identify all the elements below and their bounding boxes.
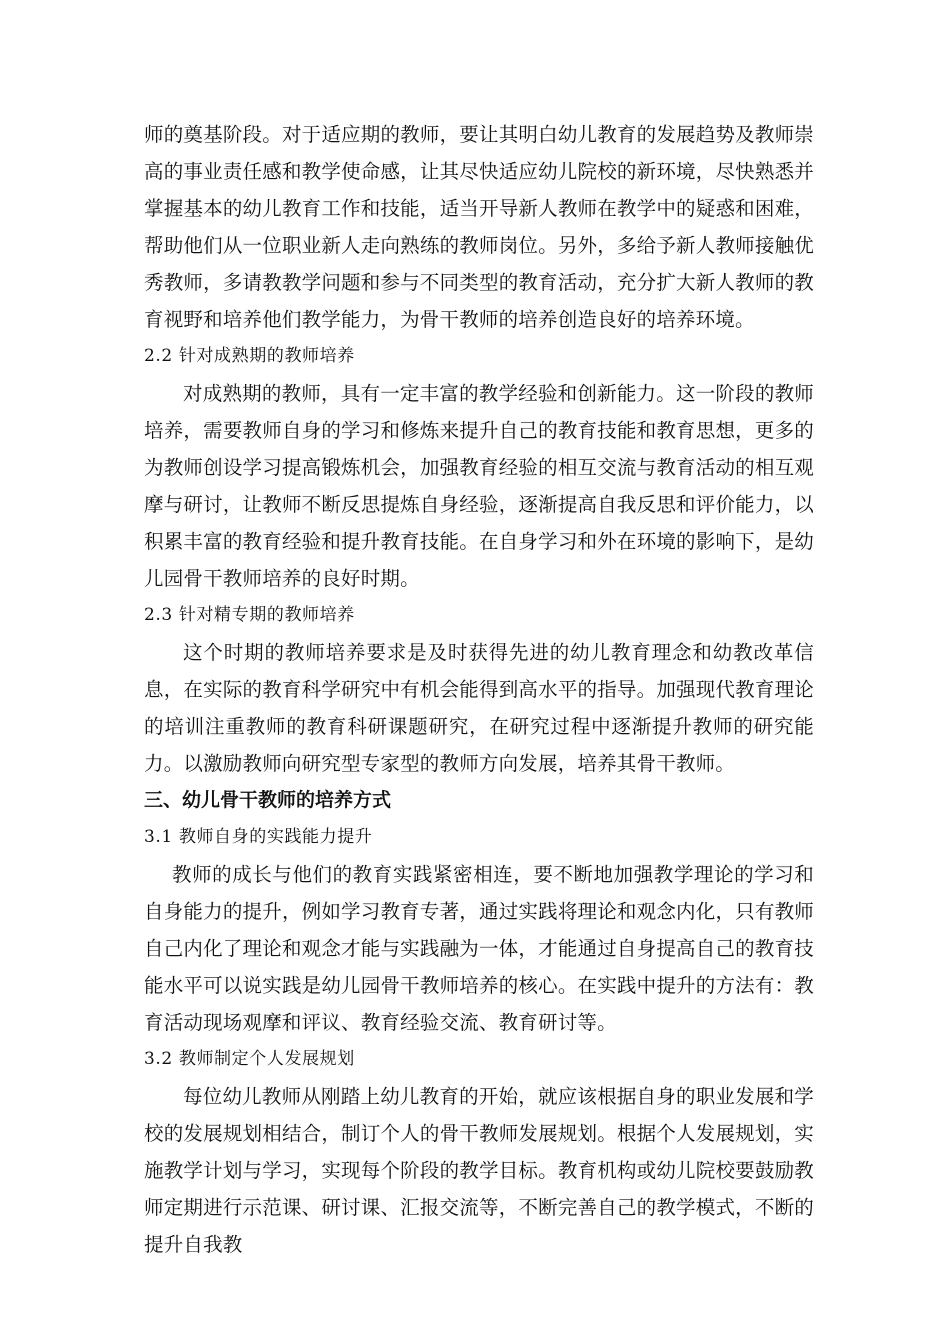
section-2-3-paragraph: 这个时期的教师培养要求是及时获得先进的幼儿教育理念和幼教改革信息，在实际的教育科学研究中有机会能得到高水平的指导。加强现代教育理论的培训注重教师的教育科研课题研究，在研究过程中逐渐提升教师的研究能力。以激励教师向研究型专家型的教师方向发展，培养其骨干教师。 (144, 641, 814, 775)
section-3-2-heading: 3.2 教师制定个人发展规划 (144, 1049, 355, 1069)
section-3-1-paragraph: 教师的成长与他们的教育实践紧密相连，要不断地加强教学理论的学习和自身能力的提升，例如学习教育专著，通过实践将理论和观念内化，只有教师自己内化了理论和观念才能与实践融为一体，才能通过自身提高自己的教育技能水平可以说实践是幼儿园骨干教师培养的核心。在实践中提升的方法有：教育活动现场观摩和评议、教育经验交流、教育研讨等。 (144, 863, 814, 1034)
document-body (144, 116, 814, 1263)
section-3-2-paragraph: 每位幼儿教师从刚踏上幼儿教育的开始，就应该根据自身的职业发展和学校的发展规划相结合，制订个人的骨干教师发展规划。根据个人发展规划，实施教学计划与学习，实现每个阶段的教学目标。教育机构或幼儿院校要鼓励教师定期进行示范课、研讨课、汇报交流等，不断完善自己的教学模式，不断的提升自我教 (144, 1085, 814, 1256)
section-2-2-paragraph: 对成熟期的教师，具有一定丰富的教学经验和创新能力。这一阶段的教师培养，需要教师自身的学习和修炼来提升自己的教育技能和教育思想，更多的为教师创设学习提高锻炼机会，加强教育经验的相互交流与教育活动的相互观摩与研讨，让教师不断反思提炼自身经验，逐渐提高自我反思和评价能力，以积累丰富的教育经验和提升教育技能。在自身学习和外在环境的影响下，是幼儿园骨干教师培养的良好时期。 (144, 382, 814, 590)
section-2-3-heading: 2.3 针对精专期的教师培养 (144, 605, 355, 625)
section-3-1-heading: 3.1 教师自身的实践能力提升 (144, 827, 373, 847)
chapter-3-heading: 三、幼儿骨干教师的培养方式 (144, 789, 392, 811)
section-2-2-heading: 2.2 针对成熟期的教师培养 (144, 346, 355, 366)
intro-paragraph: 师的奠基阶段。对于适应期的教师，要让其明白幼儿教育的发展趋势及教师崇高的事业责任感和教学使命感，让其尽快适应幼儿院校的新环境，尽快熟悉并掌握基本的幼儿教育工作和技能，适当开导新人教师在教学中的疑惑和困难，帮助他们从一位职业新人走向熟练的教师岗位。另外，多给予新人教师接触优秀教师，多请教教学问题和参与不同类型的教育活动，充分扩大新人教师的教育视野和培养他们教学能力，为骨干教师的培养创造良好的培养环境。 (144, 123, 814, 331)
